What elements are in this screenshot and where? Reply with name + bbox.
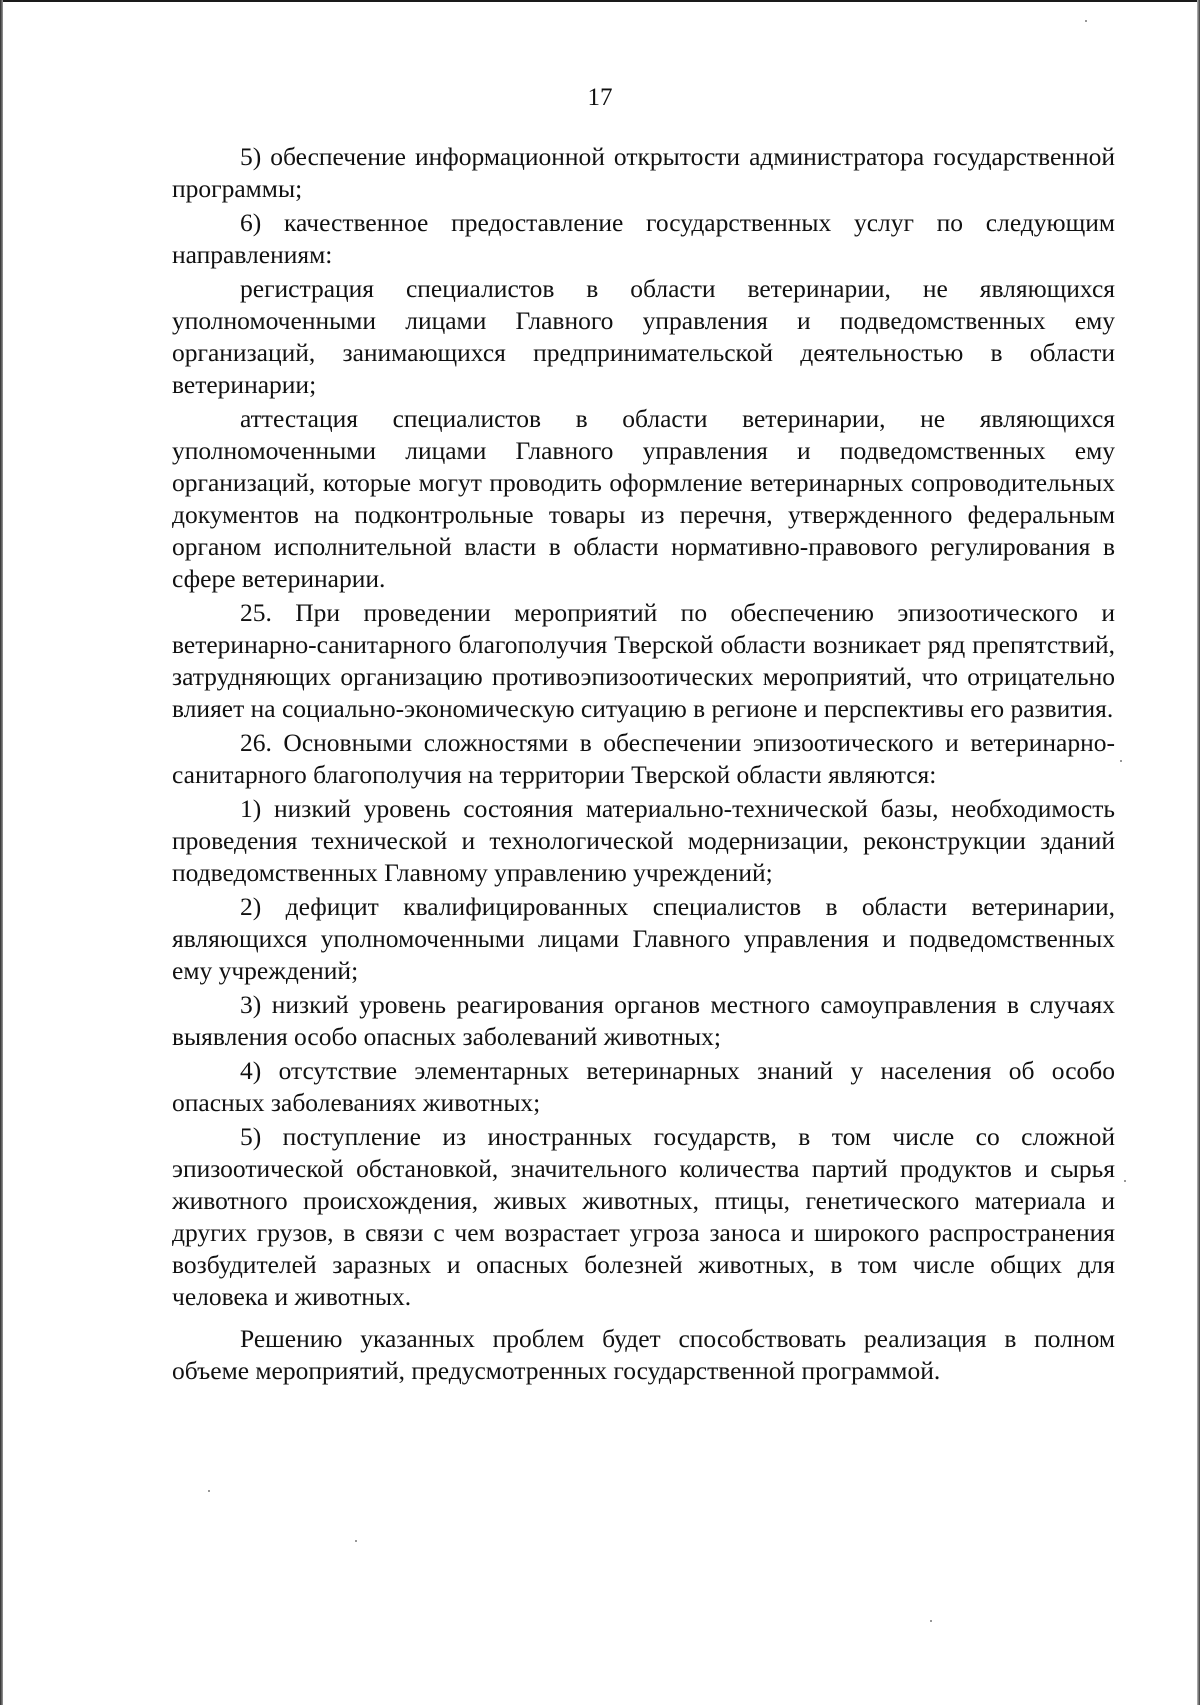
document-body — [172, 141, 1115, 1389]
paragraph-difficulty-1: 1) низкий уровень состояния материально-технической базы, необходимость проведения технической и технологической модернизации, реконструкции зданий подведомственных Главному управлению учреждений; — [172, 794, 1115, 887]
paragraph-difficulty-4: 4) отсутствие элементарных ветеринарных знаний у населения об особо опасных заболеваниях животных; — [172, 1056, 1115, 1117]
paragraph-difficulty-3: 3) низкий уровень реагирования органов местного самоуправления в случаях выявления особо опасных заболеваний животных; — [172, 990, 1115, 1051]
page-number: 17 — [587, 84, 613, 111]
paragraph-difficulty-5: 5) поступление из иностранных государств, в том числе со сложной эпизоотической обстановкой, значительного количества партий продуктов и сырья животного происхождения, живых животных, птицы, генетического материала и других грузов, в связи с чем возрастает угроза заноса и широкого распространения возбудителей заразных и опасных болезней животных, в том числе общих для человека и животных. — [172, 1122, 1115, 1311]
scan-speck — [1124, 1180, 1126, 1182]
scan-speck — [208, 1490, 210, 1492]
paragraph-section-26: 26. Основными сложностями в обеспечении эпизоотического и ветеринарно-санитарного благополучия на территории Тверской области являются: — [172, 728, 1115, 789]
paragraph-conclusion: Решению указанных проблем будет способствовать реализация в полном объеме мероприятий, предусмотренных государственной программой. — [172, 1324, 1115, 1385]
scan-speck — [1085, 20, 1087, 22]
paragraph-item-6: 6) качественное предоставление государственных услуг по следующим направлениям: — [172, 208, 1115, 269]
paragraph-difficulty-2: 2) дефицит квалифицированных специалистов в области ветеринарии, являющихся уполномоченными лицами Главного управления и подведомственных ему учреждений; — [172, 892, 1115, 985]
scan-left-edge — [0, 0, 3, 1705]
scan-speck — [355, 1540, 357, 1542]
paragraph-item-5: 5) обеспечение информационной открытости администратора государственной программы; — [172, 142, 1115, 203]
scan-speck — [930, 1620, 932, 1622]
paragraph-section-25: 25. При проведении мероприятий по обеспечению эпизоотического и ветеринарно-санитарного благополучия Тверской области возникает ряд препятствий, затрудняющих организацию противоэпизоотических мероприятий, что отрицательно влияет на социально-экономическую ситуацию в регионе и перспективы его развития. — [172, 598, 1115, 723]
paragraph-registration: регистрация специалистов в области ветеринарии, не являющихся уполномоченными лицами Главного управления и подведомственных ему организаций, занимающихся предпринимательской деятельностью в области ветеринарии; — [172, 274, 1115, 399]
paragraph-attestation: аттестация специалистов в области ветеринарии, не являющихся уполномоченными лицами Главного управления и подведомственных ему организаций, которые могут проводить оформление ветеринарных сопроводительных документов на подконтрольные товары из перечня, утвержденного федеральным органом исполнительной власти в области нормативно-правового регулирования в сфере ветеринарии. — [172, 404, 1115, 593]
scan-top-edge — [0, 0, 1200, 2]
scan-speck — [1120, 760, 1122, 762]
